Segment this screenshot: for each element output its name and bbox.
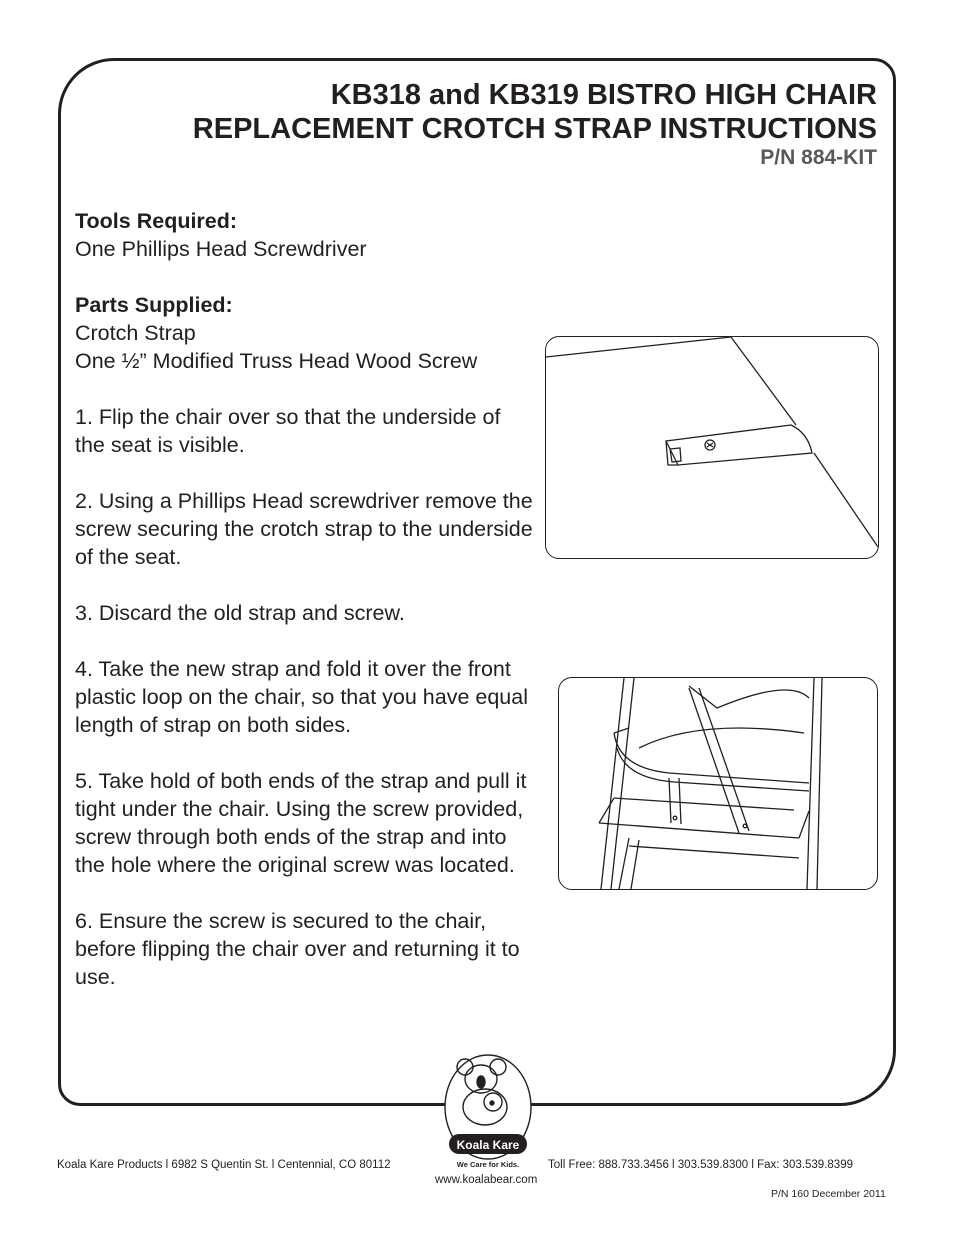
title-line-1: KB318 and KB319 BISTRO HIGH CHAIR xyxy=(330,79,877,111)
footer-company: Koala Kare Products l 6982 S Quentin St. l Centennial, CO 80112 xyxy=(57,1159,391,1171)
step-4: 4. Take the new strap and fold it over the front plastic loop on the chair, so that you have equal length of strap on both sides. xyxy=(75,657,529,737)
parts-item: Crotch Strap xyxy=(75,321,196,345)
chair-strap-illustration xyxy=(558,677,878,890)
logo-brand: Koala Kare xyxy=(456,1138,520,1152)
parts-heading: Parts Supplied: xyxy=(75,293,233,317)
step-2: 2. Using a Phillips Head screwdriver remove the screw securing the crotch strap to the underside of the seat. xyxy=(75,489,533,569)
footer-doc-number: P/N 160 December 2011 xyxy=(771,1188,886,1200)
title-line-2: REPLACEMENT CROTCH STRAP INSTRUCTIONS xyxy=(192,113,877,145)
tools-item: One Phillips Head Screwdriver xyxy=(75,237,367,261)
koala-kare-logo xyxy=(443,1052,533,1172)
footer-phones: Toll Free: 888.733.3456 l 303.539.8300 l Fax: 303.539.8399 xyxy=(548,1159,853,1171)
seat-underside-illustration xyxy=(545,336,879,559)
instructions-body xyxy=(75,207,535,991)
step-3: 3. Discard the old strap and screw. xyxy=(75,601,405,625)
logo-tagline: We Care for Kids. xyxy=(456,1160,520,1169)
page-title xyxy=(193,78,877,146)
step-1: 1. Flip the chair over so that the underside of the seat is visible. xyxy=(75,405,501,457)
footer-website[interactable]: www.koalabear.com xyxy=(435,1174,538,1186)
part-number: P/N 884-KIT xyxy=(760,146,877,169)
tools-heading: Tools Required: xyxy=(75,209,238,233)
step-5: 5. Take hold of both ends of the strap and pull it tight under the chair. Using the screw provided, screw through both ends of the strap and into the hole where the original screw was located. xyxy=(75,769,527,877)
parts-item: One ½” Modified Truss Head Wood Screw xyxy=(75,349,478,373)
step-6: 6. Ensure the screw is secured to the chair, before flipping the chair over and returning it to use. xyxy=(75,909,520,989)
